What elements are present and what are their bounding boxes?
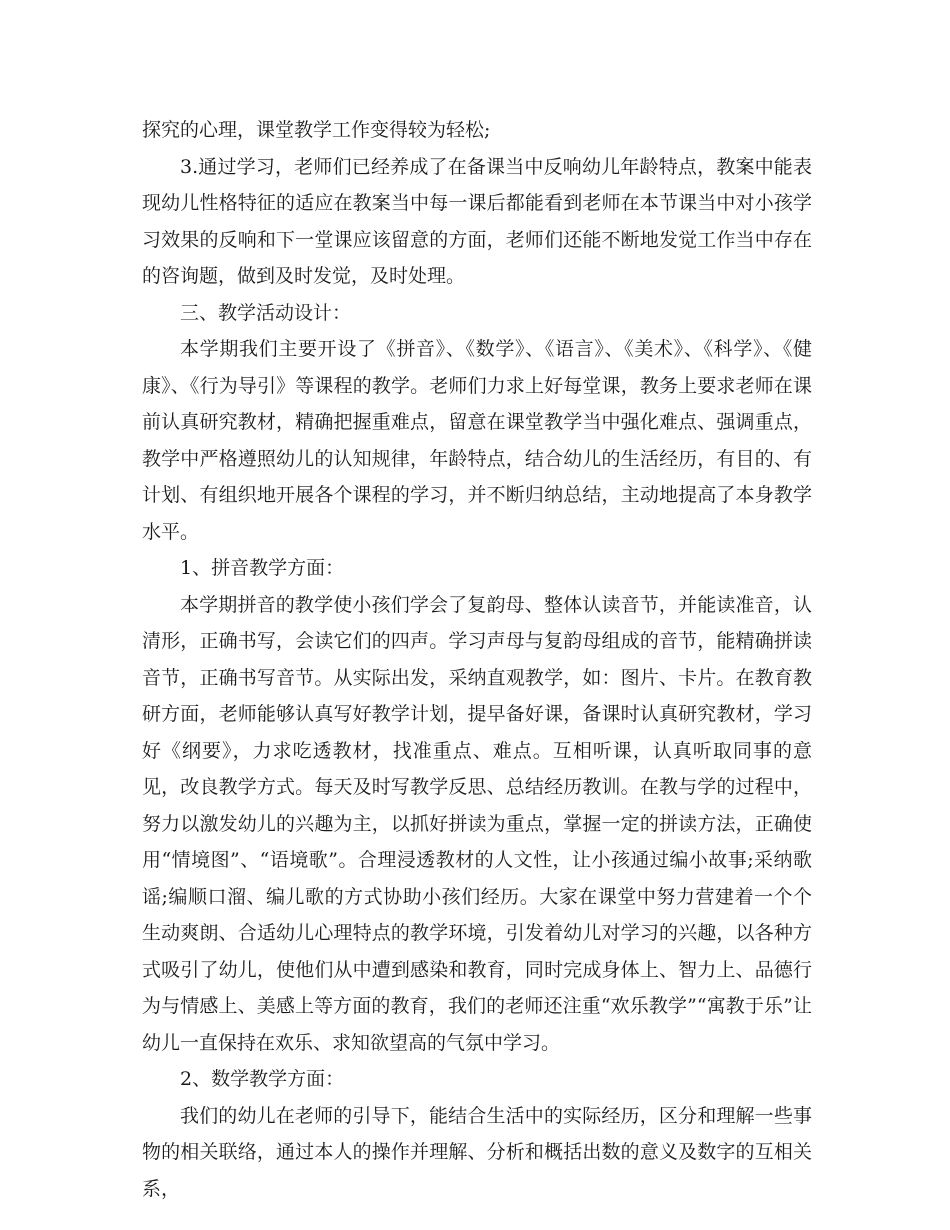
paragraph-1: 探究的心理，课堂教学工作变得较为轻松; [142,119,491,141]
paragraph-6: 本学期拼音的教学使小孩们学会了复韵母、整体认读音节，并能读准音，认清形，正确书写，会读它们的四声。学习声母与复韵母组成的音节，能精确拼读音节，正确书写音节。从实际出发，采纳直观教学，如：图片、卡片。在教育教研方面，老师能够认真写好教学计划，提早备好课，备课时认真研究教材，学习好《纲要》，力求吃透教材，找准重点、难点。互相听课，认真听取同事的意见，改良教学方式。每天及时写教学反思、总结经历教训。在教与学的过程中，努力以激发幼儿的兴趣为主，以抓好拼读为重点，掌握一定的拼读方法，正确使用“情境图”、“语境歌”。合理浸透教材的人文性，让小孩通过编小故事;采纳歌谣;编顺口溜、编儿歌的方式协助小孩们经历。大家在课堂中努力营建着一个个生动爽朗、合适幼儿心理特点的教学环境，引发着幼儿对学习的兴趣，以各种方式吸引了幼儿，使他们从中遭到感染和教育，同时完成身体上、智力上、品德行为与情感上、美感上等方面的教育，我们的老师还注重“欢乐教学”“寓教于乐”让幼儿一直保持在欢乐、求知欲望高的气氛中学习。 [142,593,812,1054]
section-heading-teaching-activity-design: 三、教学活动设计： [180,301,352,324]
paragraph-8: 我们的幼儿在老师的引导下，能结合生活中的实际经历，区分和理解一些事物的相关联络，通过本人的操作并理解、分析和概括出数的意义及数字的互相关系， [142,1104,812,1200]
paragraph-4: 本学期我们主要开设了《拼音》、《数学》、《语言》、《美术》、《科学》、《健康》、《行为导引》等课程的教学。老师们力求上好每堂课，教务上要求老师在课前认真研究教材，精确把握重难点，留意在课堂教学当中强化难点、强调重点，教学中严格遵照幼儿的认知规律，年龄特点，结合幼儿的生活经历，有目的、有计划、有组织地开展各个课程的学习，并不断归纳总结，主动地提高了本身教学水平。 [142,338,812,543]
document-body [142,112,812,1207]
paragraph-2: 3.通过学习，老师们已经养成了在备课当中反响幼儿年龄特点，教案中能表现幼儿性格特征的适应在教案当中每一课后都能看到老师在本节课当中对小孩学习效果的反响和下一堂课应该留意的方面，老师们还能不断地发觉工作当中存在的咨询题，做到及时发觉，及时处理。 [142,155,812,287]
subheading-pinyin-teaching: 1、拼音教学方面： [180,557,345,579]
subheading-math-teaching: 2、数学教学方面： [180,1068,345,1090]
